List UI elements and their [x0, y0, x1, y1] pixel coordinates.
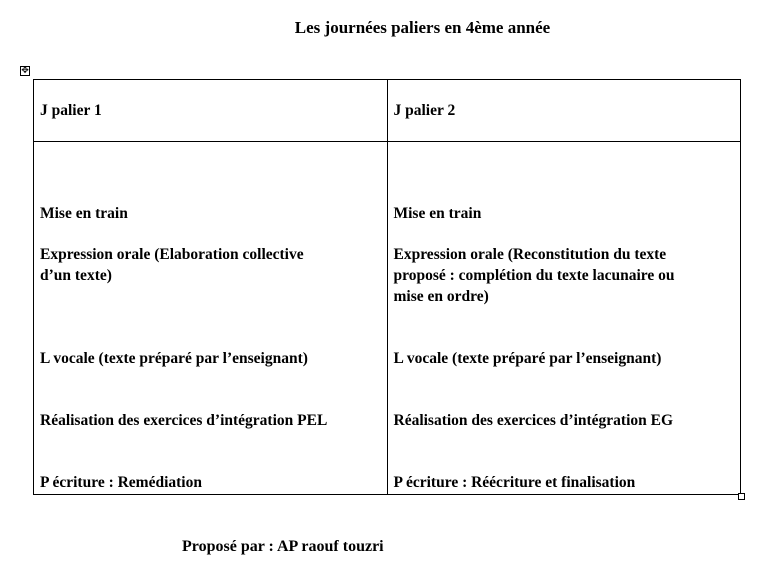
body-cell-palier-1	[34, 142, 388, 495]
item-expression-orale-cont	[40, 286, 381, 307]
item-expression-orale-cont: proposé : complétion du texte lacunaire ou	[393, 267, 675, 284]
item-realisation-exercices: Réalisation des exercices d’intégration EG	[393, 412, 674, 429]
paliers-table	[33, 79, 741, 495]
item-expression-orale-cont: mise en ordre)	[393, 288, 489, 305]
item-expression-orale-cont: d’un texte)	[40, 267, 112, 284]
table-header-row	[34, 80, 741, 142]
item-expression-orale: Expression orale (Elaboration collective	[40, 246, 304, 263]
item-production-ecriture: P écriture : Réécriture et finalisation	[393, 474, 636, 491]
table-body-row	[34, 142, 741, 495]
item-mise-en-train: Mise en train	[393, 205, 482, 222]
author-credit: Proposé par : AP raouf touzri	[182, 538, 384, 555]
table-move-handle-icon[interactable]: ✥	[21, 66, 29, 76]
item-production-ecriture: P écriture : Remédiation	[40, 474, 202, 491]
body-cell-palier-2	[387, 142, 741, 495]
document-title: Les journées paliers en 4ème année	[294, 18, 551, 37]
item-realisation-exercices: Réalisation des exercices d’intégration PEL	[40, 412, 328, 429]
item-lecture-vocale: L vocale (texte préparé par l’enseignant)	[40, 350, 308, 367]
header-cell-palier-1: J palier 1	[34, 80, 388, 142]
header-cell-palier-2: J palier 2	[387, 80, 741, 142]
item-lecture-vocale: L vocale (texte préparé par l’enseignant)	[393, 350, 662, 367]
item-mise-en-train: Mise en train	[40, 205, 128, 222]
item-expression-orale: Expression orale (Reconstitution du texte	[393, 246, 667, 263]
table-resize-handle[interactable]	[738, 493, 745, 500]
